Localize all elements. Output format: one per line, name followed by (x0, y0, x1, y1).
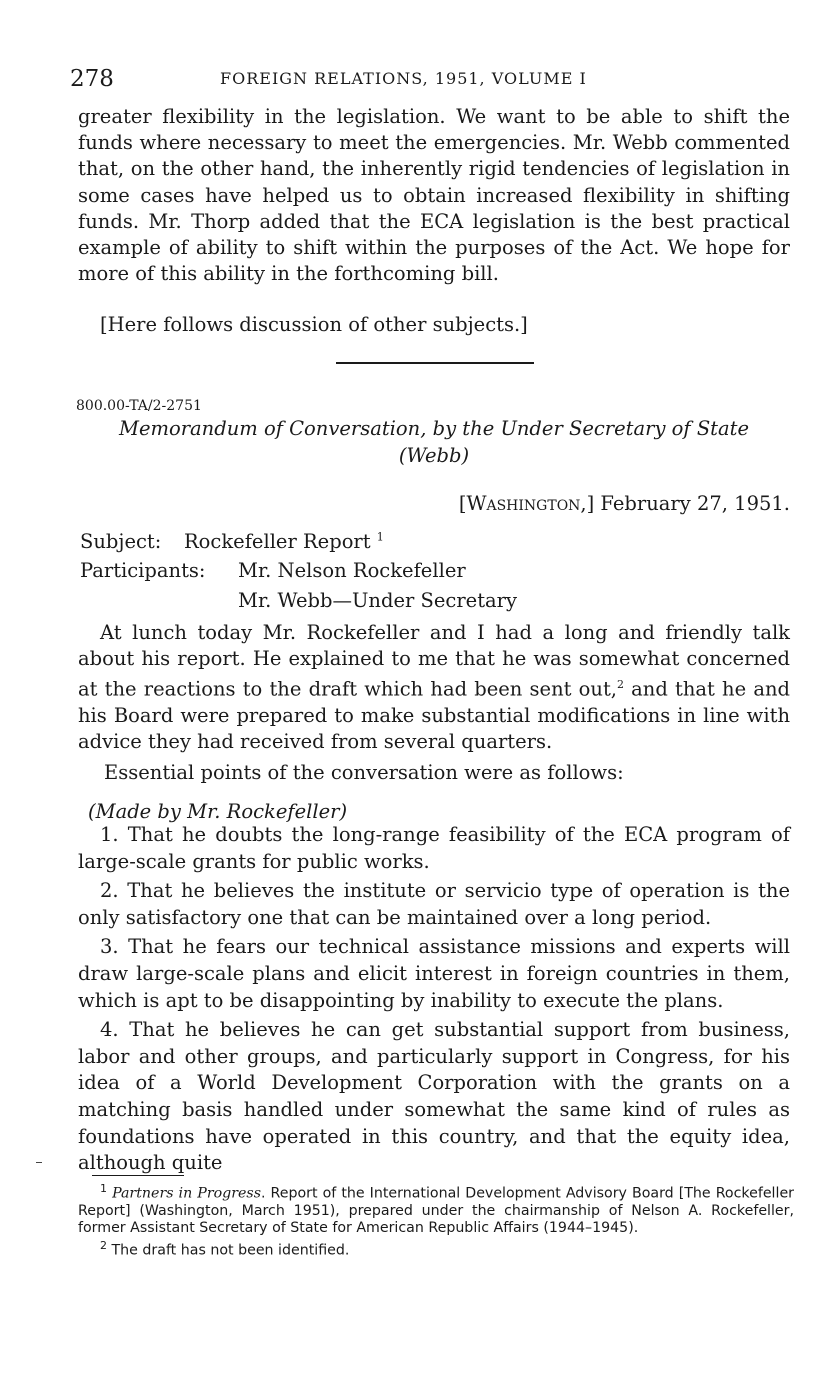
dateline-bracket: [ (458, 492, 467, 515)
footnote-ref-1: 1 (376, 530, 384, 544)
memo-title (78, 415, 790, 469)
footnotes (78, 1180, 794, 1259)
memo-title-line-1: Memorandum of Conversation, by the Under Secretary of State (118, 417, 750, 440)
subject-value: Rockefeller Report (184, 530, 371, 553)
participant-webb: Mr. Webb—Under Secretary (238, 589, 518, 612)
points-list (78, 822, 790, 1180)
footnote-2 (78, 1237, 794, 1260)
section-divider (336, 362, 534, 364)
page-number: 278 (70, 66, 114, 92)
footnote-1-text: . Report of the International Development Advisory Board [The Rockefeller Report] (Washington, March 1951), prepared under the chairmanship of Nelson A. Rockefeller, former Assistant Secretary of State for American Republic Affairs (1944–1945). (78, 1185, 795, 1236)
footnote-rule (92, 1175, 184, 1176)
bracket-note: [Here follows discussion of other subjects.] (100, 313, 528, 336)
footnote-2-marker: 2 (100, 1238, 107, 1252)
point-item: 3. That he fears our technical assistance missions and experts will draw large-scale plans and elicit interest in foreign countries in them, which is apt to be disappointing by inability to execute the plans. (78, 935, 790, 1012)
margin-mark (36, 1162, 42, 1163)
running-head: FOREIGN RELATIONS, 1951, VOLUME I (220, 69, 587, 88)
essential-points-intro: Essential points of the conversation were as follows: (104, 761, 624, 784)
participants-label: Participants: (80, 559, 206, 582)
point-item: 4. That he believes he can get substantial support from business, labor and other groups, and particularly support in Congress, for his idea of a World Development Corporation with the grants on a matching basis handled under somewhat the same kind of rules as foundations have operated in this country, and that the equity idea, although quite (78, 1018, 790, 1175)
lunch-text-2: and that he and his Board were prepared to make substantial modifications in line with advice they had received from several quarters. (78, 677, 790, 754)
participants-block (80, 556, 517, 616)
dateline (459, 492, 790, 515)
subject-label: Subject: (80, 530, 162, 553)
memo-title-line-2: (Webb) (398, 444, 470, 467)
footnote-1-title: Partners in Progress (112, 1185, 261, 1202)
made-by-heading: (Made by Mr. Rockefeller) (88, 800, 348, 823)
participant-rockefeller: Mr. Nelson Rockefeller (238, 559, 466, 582)
file-reference: 800.00-TA/2-2751 (76, 398, 202, 414)
dateline-date: ,] February 27, 1951. (580, 492, 790, 515)
lunch-paragraph (78, 620, 790, 756)
footnote-ref-2: 2 (616, 678, 624, 692)
page-header (70, 66, 790, 100)
footnote-1 (78, 1180, 794, 1237)
lunch-text-1: At lunch today Mr. Rockefeller and I had a long and friendly talk about his report. He explained to me that he was somewhat concerned at the reactions to the draft which had been sent out, (78, 621, 790, 701)
point-item: 2. That he believes the institute or servicio type of operation is the only satisfactory one that can be maintained over a long period. (78, 879, 790, 929)
continuation-paragraph: greater flexibility in the legislation. We want to be able to shift the funds where necessary to meet the emergencies. Mr. Webb commented that, on the other hand, the inherently rigid tendencies of legislation in some cases have helped us to obtain increased flexibility in shifting funds. Mr. Thorp added that the ECA legislation is the best practical example of ability to shift within the purposes of the Act. We hope for more of this ability in the forthcoming bill. (78, 105, 790, 286)
point-item: 1. That he doubts the long-range feasibility of the ECA program of large-scale grants for public works. (78, 823, 790, 873)
footnote-1-marker: 1 (100, 1182, 107, 1195)
dateline-place: Washington (466, 492, 581, 515)
subject-line (80, 530, 384, 553)
footnote-2-text: The draft has not been identified. (107, 1242, 350, 1259)
